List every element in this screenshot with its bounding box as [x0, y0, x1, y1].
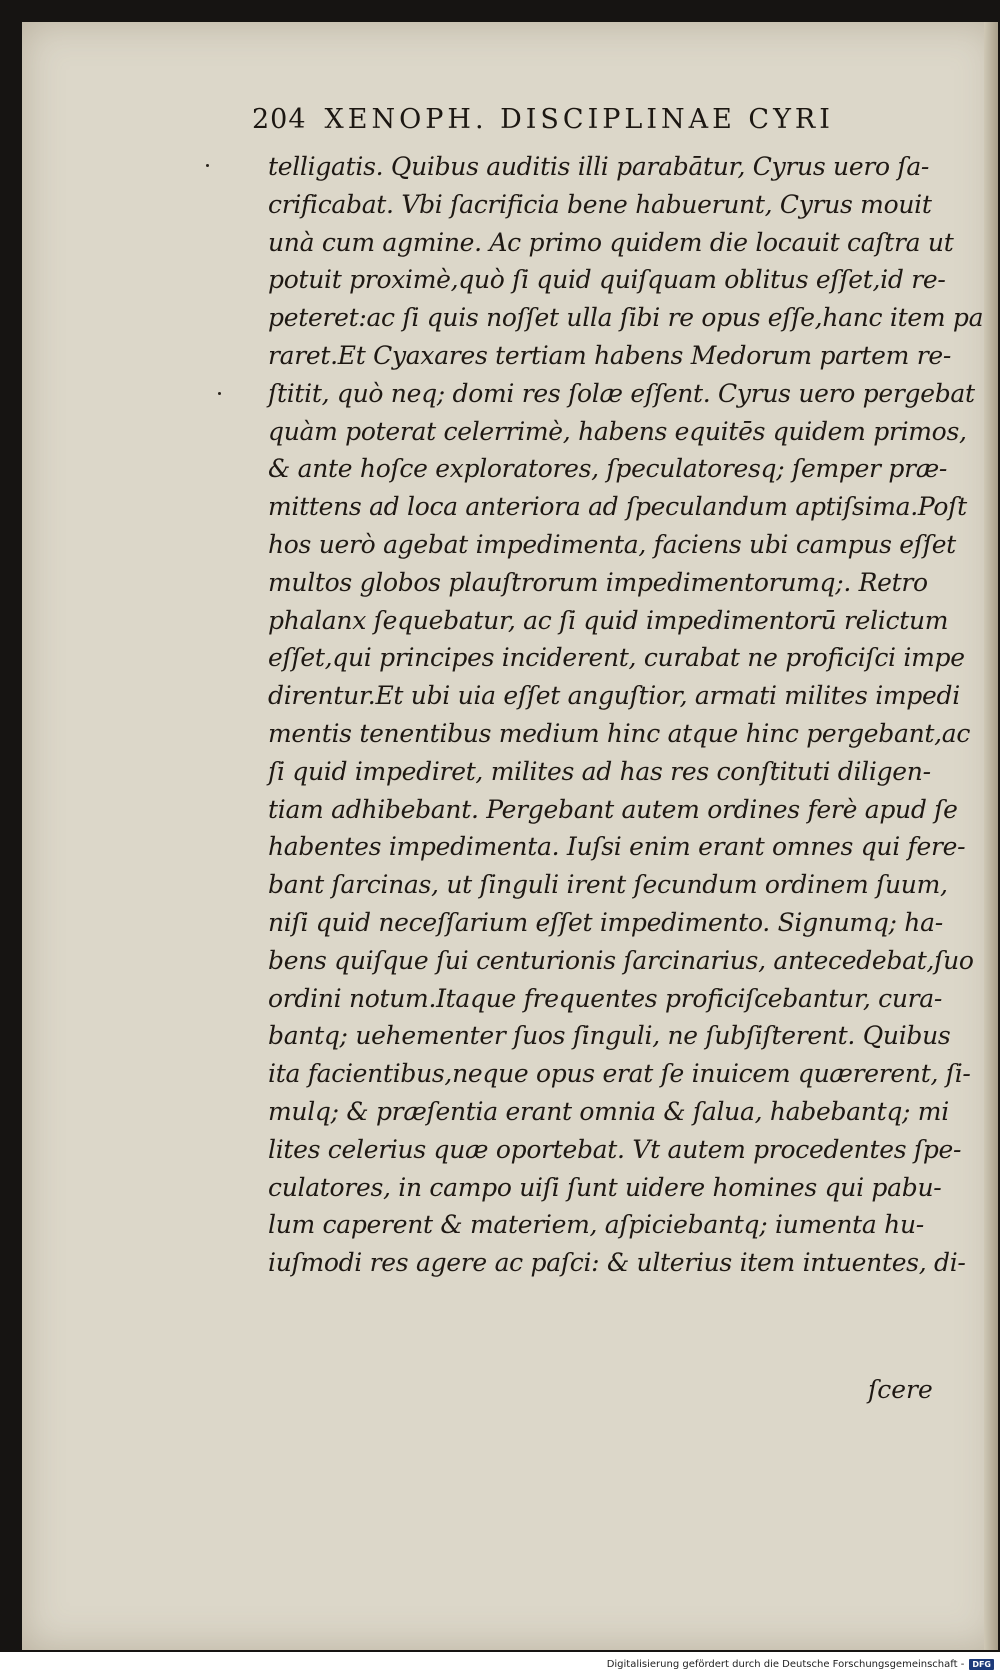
text-line: crificabat. Vbi ſacrificia bene habuerunt, Cyrus mouit	[268, 189, 932, 219]
text-line: unà cum agmine. Ac primo quidem die locauit caſtra ut	[268, 227, 954, 257]
text-line: mulq; & præſentia erant omnia & ſalua, habebantq; mi	[268, 1096, 949, 1126]
catchword: ſcere	[868, 1375, 933, 1404]
text-line: bantq; uehementer ſuos ſinguli, ne ſubſiſterent. Quibus	[268, 1021, 951, 1051]
text-line: tiam adhibebant. Pergebant autem ordines ferè apud ſe	[268, 794, 958, 824]
text-line: eſſet,qui principes inciderent, curabat ne proficiſci impe	[268, 643, 965, 673]
text-line: habentes impedimenta. Iuſsi enim erant omnes qui fere-	[268, 832, 966, 862]
text-line: phalanx ſequebatur, ac ſi quid impedimentorū relictum	[268, 605, 949, 635]
text-line: quàm poterat celerrimè, habens equitēs quidem primos,	[268, 416, 967, 446]
text-line: mittens ad loca anteriora ad ſpeculandum aptiſsima.Poſt	[268, 492, 967, 522]
running-header	[252, 104, 912, 144]
dfg-logo: DFG	[969, 1659, 994, 1670]
footer-bar	[0, 1652, 1000, 1677]
text-line: bant ſarcinas, ut ſinguli irent ſecundum ordinem ſuum,	[268, 870, 948, 900]
body-text	[268, 148, 984, 1282]
text-line: & ante hoſce exploratores, ſpeculatoresq; ſemper præ-	[268, 454, 948, 484]
text-line: iuſmodi res agere ac paſci: & ulterius item intuentes, di-	[268, 1248, 966, 1278]
text-line: raret.Et Cyaxares tertiam habens Medorum partem re-	[268, 340, 951, 370]
text-line: ordini notum.Itaque frequentes proficiſcebantur, cura-	[268, 983, 943, 1013]
text-line: telligatis. Quibus auditis illi parabātur, Cyrus uero ſa-	[268, 152, 930, 181]
text-line: lites celerius quæ oportebat. Vt autem procedentes ſpe-	[268, 1134, 962, 1164]
running-title: XENOPH. DISCIPLINAE CYRI	[324, 104, 834, 135]
text-line: ſi quid impediret, milites ad has res conſtituti diligen-	[268, 756, 931, 786]
text-line: culatores, in campo uiſi ſunt uidere homines qui pabu-	[268, 1172, 942, 1202]
text-line: hos uerò agebat impedimenta, faciens ubi campus eſſet	[268, 529, 956, 559]
text-line: potuit proximè,quò ſi quid quiſquam oblitus eſſet,id re-	[268, 265, 946, 295]
text-line: niſi quid neceſſarium eſſet impedimento. Signumq; ha-	[268, 907, 943, 937]
page-number: 204	[252, 104, 307, 135]
margin-mark	[218, 392, 221, 395]
text-line: peteret:ac ſi quis noſſet ulla ſibi re opus eſſe,hanc item pa	[268, 303, 984, 333]
text-line: direntur.Et ubi uia eſſet anguſtior, armati milites impedi	[268, 681, 960, 711]
text-line: multos globos plauſtrorum impedimentorumq;. Retro	[268, 567, 928, 597]
page-edge	[984, 22, 998, 1650]
text-line: bens quiſque ſui centurionis ſarcinarius, antecedebat,ſuo	[268, 945, 974, 975]
text-line: ita facientibus,neque opus erat ſe inuicem quærerent, ſi-	[268, 1059, 971, 1089]
margin-mark	[206, 164, 209, 167]
text-line: mentis tenentibus medium hinc atque hinc pergebant,ac	[268, 718, 971, 748]
text-line: lum caperent & materiem, aſpiciebantq; iumenta hu-	[268, 1210, 924, 1240]
text-line: ſtitit, quò neq; domi res ſolæ eſſent. Cyrus uero pergebat	[268, 378, 975, 408]
footer-credit: Digitalisierung gefördert durch die Deutsche Forschungsgemeinschaft -	[606, 1659, 965, 1670]
